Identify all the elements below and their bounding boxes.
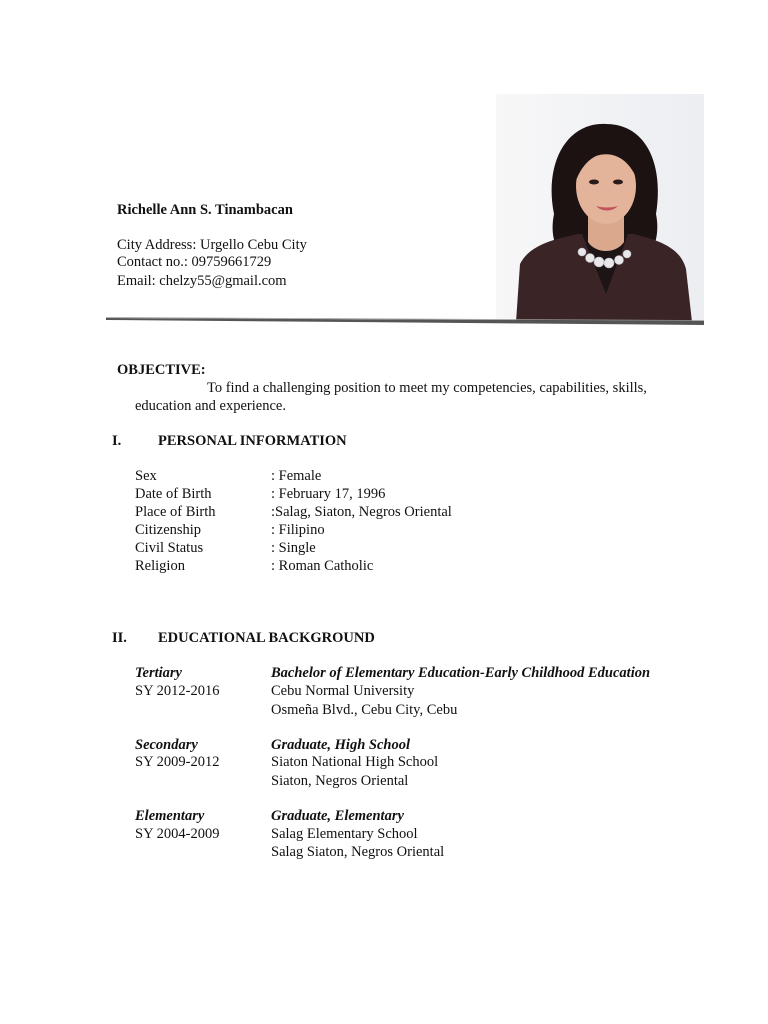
education-level: Elementary <box>135 808 205 824</box>
field-label: Citizenship <box>135 522 202 538</box>
applicant-name: Richelle Ann S. Tinambacan <box>117 202 293 218</box>
education-degree: Bachelor of Elementary Education-Early Childhood Education <box>271 665 651 681</box>
contact-number: Contact no.: 09759661729 <box>117 254 272 270</box>
education-degree: Graduate, High School <box>271 737 410 753</box>
field-value: : Roman Catholic <box>271 558 374 574</box>
field-label: Date of Birth <box>135 486 212 502</box>
objective-text-line2: education and experience. <box>135 398 286 414</box>
education-school: Siaton National High School <box>271 754 439 770</box>
education-level: Tertiary <box>135 665 182 681</box>
personal-info-row <box>135 521 635 539</box>
field-label: Place of Birth <box>135 504 216 520</box>
personal-info-row <box>135 485 635 503</box>
education-degree: Graduate, Elementary <box>271 808 404 824</box>
field-value: : February 17, 1996 <box>271 486 386 502</box>
education-location: Salag Siaton, Negros Oriental <box>271 844 445 860</box>
field-value: : Single <box>271 540 316 556</box>
objective-heading: OBJECTIVE: <box>117 362 206 378</box>
section-number-personal: I. <box>112 433 122 449</box>
section-number-education: II. <box>112 630 127 646</box>
education-location: Siaton, Negros Oriental <box>271 773 409 789</box>
header-divider <box>106 313 704 323</box>
education-school: Salag Elementary School <box>271 826 418 842</box>
personal-info-row <box>135 557 635 575</box>
field-label: Civil Status <box>135 540 204 556</box>
field-label: Sex <box>135 468 157 484</box>
objective-text-line1: To find a challenging position to meet my competencies, capabilities, skills, <box>207 380 647 396</box>
education-years: SY 2004-2009 <box>135 826 220 842</box>
personal-info-row <box>135 539 635 557</box>
education-level: Secondary <box>135 737 198 753</box>
field-value: :Salag, Siaton, Negros Oriental <box>271 504 452 520</box>
personal-info-list <box>135 467 635 575</box>
personal-info-row <box>135 467 635 485</box>
profile-photo <box>496 94 704 322</box>
education-heading: EDUCATIONAL BACKGROUND <box>158 630 375 646</box>
education-years: SY 2009-2012 <box>135 754 220 770</box>
email-address: Email: chelzy55@gmail.com <box>117 273 287 289</box>
education-years: SY 2012-2016 <box>135 683 220 699</box>
personal-info-row <box>135 503 635 521</box>
field-value: : Filipino <box>271 522 325 538</box>
city-address: City Address: Urgello Cebu City <box>117 237 307 253</box>
personal-info-heading: PERSONAL INFORMATION <box>158 433 347 449</box>
education-location: Osmeña Blvd., Cebu City, Cebu <box>271 702 458 718</box>
field-value: : Female <box>271 468 322 484</box>
education-school: Cebu Normal University <box>271 683 415 699</box>
field-label: Religion <box>135 558 185 574</box>
